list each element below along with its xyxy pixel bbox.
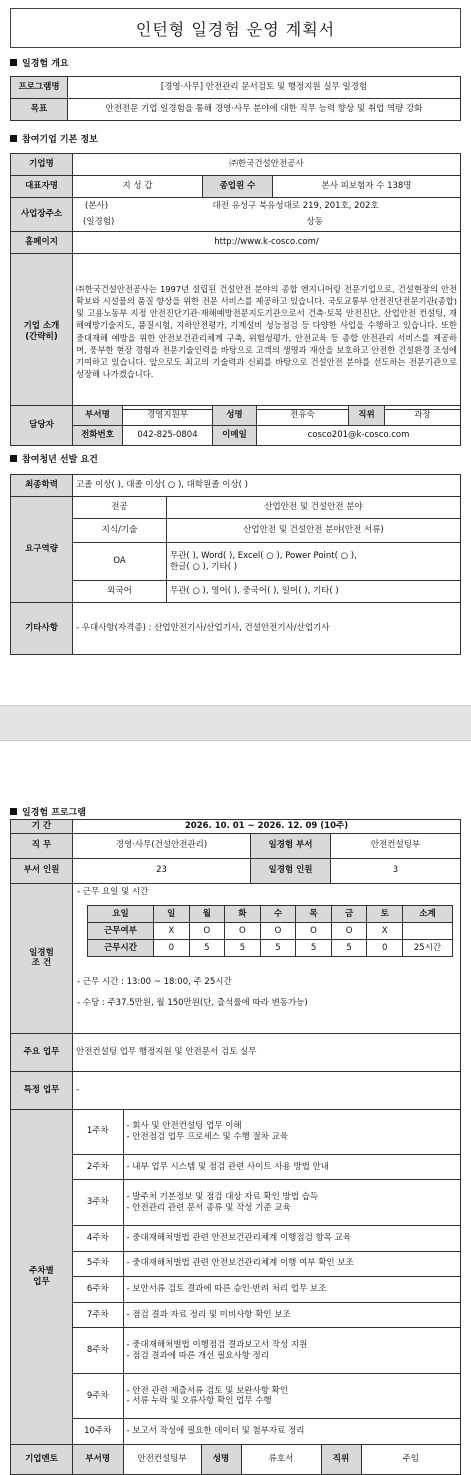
section-overview-heading: 일경험 개요 [10,56,69,69]
contact-phone-label: 전화번호 [73,426,123,446]
duty-label: 직 무 [11,833,73,858]
education-value: 고졸 이상( ), 대졸 이상( ○ ), 대학원졸 이상( ) [73,475,461,497]
work-days-title: - 근무 요일 및 시간 [77,886,149,897]
weekly-label: 주차별 업무 [11,1109,73,1444]
week-number: 8주차 [73,1328,123,1374]
week-task-item: - 중대재해처벌법 관련 안전보건관리체계 이행 여부 확인 보조 [126,1258,354,1269]
major-label: 전공 [73,497,167,519]
section-company-heading: 참여기업 기본 정보 [10,132,98,145]
mentor-name-label: 성명 [201,1445,241,1474]
week-number: 3주차 [73,1180,123,1226]
program-table [10,819,461,1475]
page-1 [0,0,471,705]
intro-label: 기업 소개 (간략히) [11,254,73,410]
contact-email-label: 이메일 [213,426,257,446]
company-name-value: ㈜한국건설안전공사 [73,154,461,176]
intern-dept-label: 일경험 부서 [251,833,331,858]
employees-label: 종업원 수 [203,176,273,198]
intern-dept-value: 안전컨설팅부 [331,833,461,858]
mentor-dept-label: 부서명 [73,1445,123,1474]
mentor-position-value: 주임 [361,1445,460,1474]
period-value: 2026. 10. 01 ~ 2026. 12. 09 (10주) [73,820,461,834]
allowance-text: - 수당 : 주37.5만원, 월 150만원(단, 출석률에 따라 변동가능) [77,997,308,1008]
homepage-link[interactable]: http://www.k-cosco.com/ [73,232,461,254]
week-row [73,1328,460,1374]
week-task-item: - 점검 결과에 따른 개선 필요사항 정리 [126,1350,269,1361]
employees-value: 본사 피보험자 수 138명 [273,176,461,198]
week-task-item: - 발주처 기본정보 및 점검 대상 자료 확인 방법 습득 [126,1192,319,1202]
language-label: 외국어 [73,581,167,603]
duty-value: 경영·사무(건설안전관리) [73,833,251,858]
week-tasks [123,1302,460,1328]
special-duty-label: 특정 업무 [11,1071,73,1109]
contact-table [10,405,461,446]
work-site-label: (일경험) [73,215,203,232]
week-task-item: - 내부 업무 시스템 및 점검 관련 사이트 사용 방법 안내 [126,1161,330,1172]
contact-position-value: 과장 [385,406,461,426]
contact-phone-value: 042-825-0804 [123,426,213,446]
language-value: 무관( ○ ), 영어( ), 중국어( ), 일어( ), 기타( ) [167,581,461,603]
staff-value: 23 [73,858,251,883]
ceo-label: 대표자명 [11,176,73,198]
company-table [10,153,461,410]
week-tasks [123,1419,460,1444]
schedule-workday-row: 근무여부 X O O O O O X [88,923,453,940]
square-bullet-icon [10,455,17,462]
week-row [73,1251,460,1277]
schedule-table [87,905,453,957]
document-title-box [10,8,461,48]
other-label: 기타사항 [11,603,73,655]
week-tasks [123,1277,460,1303]
week-row [73,1154,460,1180]
mentor-name-value: 류호서 [241,1445,321,1474]
mentor-dept-value: 안전컨설팅부 [123,1445,201,1474]
contact-dept-label: 부서명 [73,406,123,426]
week-tasks [123,1251,460,1277]
mentor-label: 기업멘토 [11,1444,73,1474]
major-value: 산업안전 및 건설안전 분야 [167,497,461,519]
week-row [73,1302,460,1328]
mentor-table [73,1445,460,1474]
mentor-cell [73,1444,461,1474]
other-value: - 우대사항(자격증) : 산업안전기사/산업기사, 건설안전기사/산업기사 [73,603,461,655]
week-number: 9주차 [73,1373,123,1419]
week-number: 6주차 [73,1277,123,1303]
program-name-value: [경영·사무] 안전관리 문서검토 및 행정지원 실무 일경험 [68,77,461,99]
requirements-table [10,474,461,655]
week-row [73,1277,460,1303]
schedule-header-row: 요일 일 월 화 수 목 금 토 소계 [88,906,453,923]
program-name-label: 프로그램명 [11,77,68,99]
mentor-position-label: 직위 [321,1445,361,1474]
homepage-label: 홈페이지 [11,232,73,254]
week-number: 10주차 [73,1419,123,1444]
week-task-item: - 중대재해처벌법 이행점검 결과보고서 작성 지원 [126,1339,308,1350]
square-bullet-icon [10,135,17,142]
week-row [73,1180,460,1226]
main-duty-label: 주요 업무 [11,1033,73,1071]
conditions-cell [73,883,461,1033]
week-tasks [123,1154,460,1180]
week-row [73,1225,460,1251]
knowledge-label: 지식/기술 [73,519,167,543]
education-label: 최종학력 [11,475,73,497]
contact-name-value: 전유숙 [257,406,349,426]
page-2 [0,741,471,1464]
week-tasks [123,1328,460,1374]
staff-label: 부서 인원 [11,858,73,883]
special-duty-value: - [73,1071,461,1109]
intro-text: ㈜한국건설안전공사는 1997년 설립된 건설안전 분야의 종합 엔지니어링 전문기업으로, 건설현장의 안전 확보와 시설물의 품질 향상을 위한 전문 서비스를 제공하고 있습니다. 국토교통부 안전진단전문기관(종합) 및 고용노동부 지정 안전진단기관·재해예방전문지도기관으로서 건축·토목 안전진단, 산업안전 컨설팅, 재해예방기술지도, 품질시험, 지하안전평가, 기계설비 성능점검 등 다양한 사업을 수행하고 있습니다. 또한 중대재해 예방을 위한 안전보건관리체계 구축, 위험성평가, 안전교육 등 종합 안전관리 서비스를 제공하며, 풍부한 현장 경험과 전문기술인력을 바탕으로 고객의 생명과 재산을 보호하고 안전한 건설환경 조성에 기여하고 있습니다. 앞으로도 최고의 기술력과 신뢰를 바탕으로 건설안전 분야를 선도하는 전문기관으로 성장해 나가겠습니다. [73,254,461,410]
week-task-item: - 중대재해처벌법 관련 안전보건관리체계 이행점검 항목 교육 [126,1232,352,1243]
overview-table [10,76,461,121]
week-number: 1주차 [73,1110,123,1155]
oa-value: 무관( ), Word( ), Excel( ○ ), Power Point( ○ ), 한글( ○ ), 기타( ) [167,543,461,581]
goal-label: 목표 [11,99,68,121]
square-bullet-icon [10,59,17,66]
period-label: 기 간 [11,820,73,834]
intern-count-label: 일경험 인원 [251,858,331,883]
week-tasks [123,1373,460,1419]
week-task-item: - 보고서 작성에 필요한 데이터 및 첨부자료 정리 [126,1426,305,1437]
document-title: 인턴형 일경험 운영 계획서 [135,19,336,39]
intern-count-value: 3 [331,858,461,883]
section-requirements-heading: 참여청년 선발 요건 [10,452,98,465]
goal-value: 안전전문 기업 일경험을 통해 경영·사무 분야에 대한 직무 능력 향상 및 취업 역량 강화 [68,99,461,121]
contact-dept-value: 경영지원부 [123,406,213,426]
week-number: 5주차 [73,1251,123,1277]
week-task-item: - 서류 누락 및 오류사항 확인 업무 수행 [126,1396,272,1407]
skill-label: 요구역량 [11,497,73,603]
oa-label: OA [73,543,167,581]
week-number: 2주차 [73,1154,123,1180]
section-program-heading: 일경험 프로그램 [10,805,86,818]
week-tasks [123,1180,460,1226]
week-task-item: - 회사 및 안전컨설팅 업무 이해 [126,1121,242,1132]
contact-name-label: 성명 [213,406,257,426]
contact-position-label: 직위 [349,406,385,426]
ceo-value: 지 성 갑 [73,176,203,198]
week-task-item: - 안전 관련 제출서류 검토 및 보완사항 확인 [126,1385,289,1396]
work-site-value: 상동 [203,215,461,232]
week-task-item: - 안전관리 관련 문서 종류 및 작성 기준 교육 [126,1202,291,1213]
address-label: 사업장주소 [11,198,73,232]
week-tasks [123,1110,460,1155]
hq-address-value: 대전 유성구 북유성대로 219, 201호, 202호 [203,198,461,215]
week-tasks [123,1225,460,1251]
work-time-text: - 근무 시간 : 13:00 ~ 18:00, 주 25시간 [77,977,232,988]
week-task-item: - 점검 결과 자료 정리 및 미비사항 확인 보조 [126,1309,291,1320]
week-row [73,1373,460,1419]
week-task-item: - 안전점검 업무 프로세스 및 수행 절차 교육 [126,1131,289,1142]
contact-label: 담당자 [11,406,73,446]
main-duty-value: 안전컨설팅 업무 행정지원 및 안전문서 검토 실무 [73,1033,461,1071]
page-gap [0,705,471,741]
week-number: 4주차 [73,1225,123,1251]
contact-email-value: cosco201@k-cosco.com [257,426,461,446]
company-name-label: 기업명 [11,154,73,176]
week-task-item: - 보안서류 검토 결과에 따른 승인·반려 처리 업무 보조 [126,1284,327,1295]
knowledge-value: 산업안전 및 건설안전 분야(안전 서류) [167,519,461,543]
week-row [73,1110,460,1155]
square-bullet-icon [10,808,17,815]
hq-label: (본사) [73,198,203,215]
weekly-table [73,1110,460,1444]
conditions-label: 일경험 조 건 [11,883,73,1033]
week-number: 7주차 [73,1302,123,1328]
weekly-cell [73,1109,461,1444]
week-row [73,1419,460,1444]
schedule-hours-row: 근무시간 0 5 5 5 5 5 0 25시간 [88,940,453,957]
